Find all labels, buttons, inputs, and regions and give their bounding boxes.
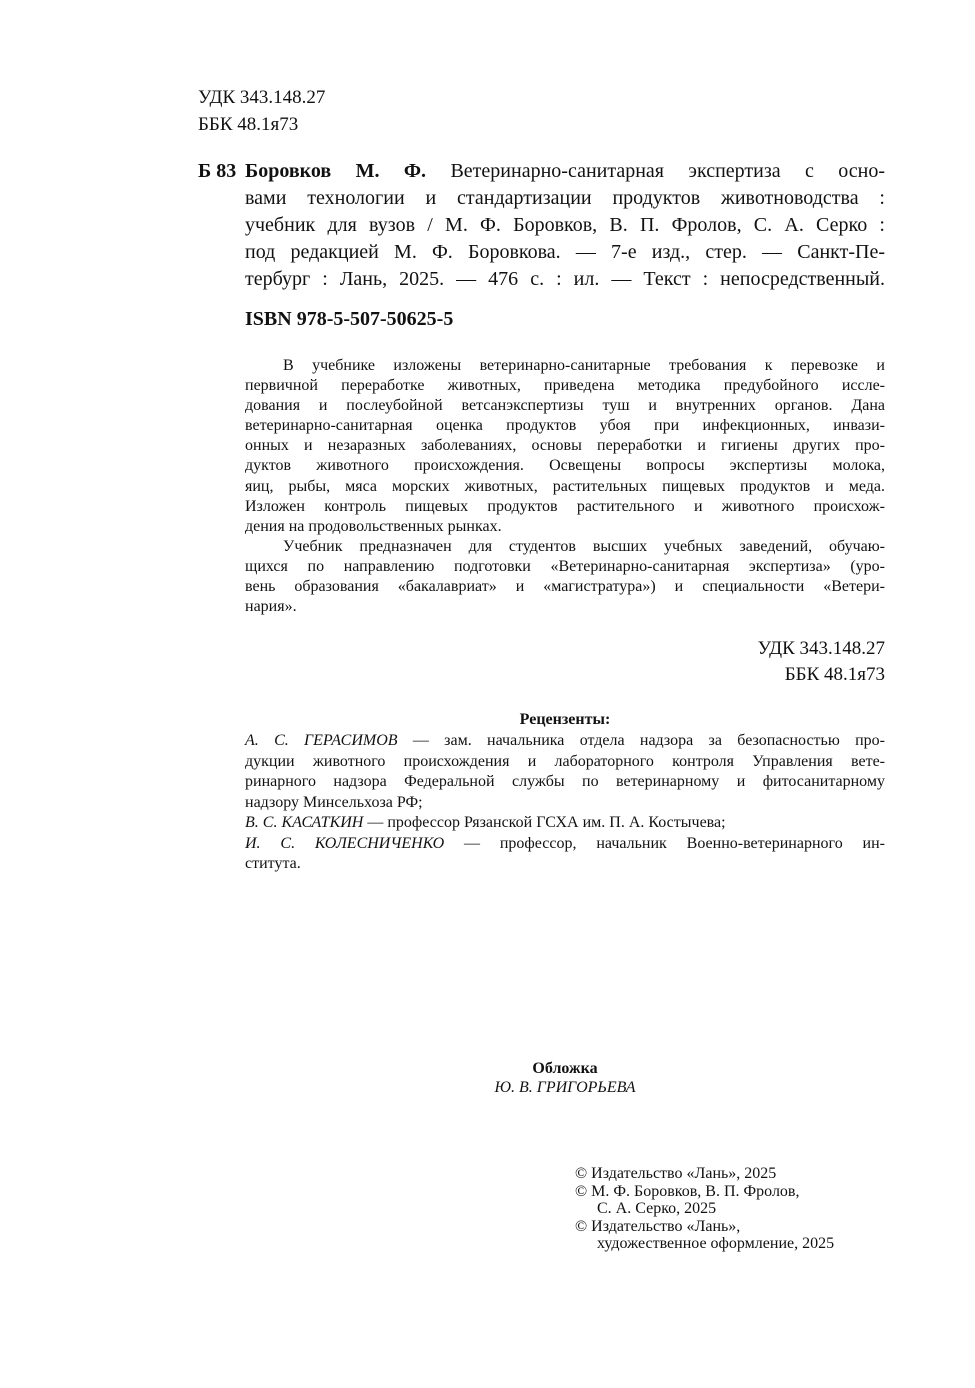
reviewer-name: В. С. КАСАТКИН — [245, 814, 364, 831]
annotation-line: Учебник предназначен для студентов высших учебных заведений, обучаю- — [283, 537, 885, 555]
biblio-line: под редакцией М. Ф. Боровкова. — 7-е изд., стер. — Санкт-Пе- — [245, 241, 885, 263]
reviewer-line: И. С. КОЛЕСНИЧЕНКО — профессор, начальник Военно-ветеринарного ин- — [245, 834, 886, 852]
annotation-line: дуктов животного происхождения. Освещены вопросы экспертизы молока, — [245, 457, 885, 475]
biblio-line: Боровков М. Ф. Ветеринарно-санитарная экспертиза с осно- — [245, 160, 886, 182]
udk-code: УДК 343.148.27 — [757, 638, 885, 659]
copyright-block — [575, 1165, 895, 1253]
cover-credit — [245, 1059, 885, 1097]
reviewer-name: А. С. ГЕРАСИМОВ — [245, 732, 398, 749]
biblio-line: вами технологии и стандартизации продуктов животноводства : — [245, 187, 885, 209]
reviewer-line: А. С. ГЕРАСИМОВ — зам. начальника отдела надзора за безопасностью про- — [245, 732, 885, 749]
reviewers-title: Рецензенты: — [519, 711, 611, 728]
annotation-line: вень образования «бакалавриат» и «магистратура») и специальности «Ветери- — [245, 578, 885, 596]
udk-code: УДК 343.148.27 — [198, 87, 326, 108]
classification-codes-top — [198, 84, 325, 138]
biblio-line: тербург : Лань, 2025. — 476 с. : ил. — Текст : непосредственный. — [245, 268, 885, 290]
reviewer-name: И. С. КОЛЕСНИЧЕНКО — [245, 834, 445, 852]
reviewer-line: В. С. КАСАТКИН — профессор Рязанской ГСХА им. П. А. Костычева; — [245, 814, 726, 831]
reviewer-line: дукции животного происхождения и лабораторного контроля Управления вете- — [245, 752, 885, 770]
copyright-line: © М. Ф. Боровков, В. П. Фролов, — [575, 1182, 800, 1200]
bibliographic-record — [245, 158, 885, 293]
reviewer-line: ститута. — [245, 855, 301, 872]
reviewers-list — [245, 731, 885, 875]
annotation-line: Изложен контроль пищевых продуктов растительного и животного происхож- — [245, 497, 885, 515]
annotation — [245, 356, 885, 617]
reviewer-line: надзору Минсельхоза РФ; — [245, 793, 423, 811]
cover-title: Обложка — [532, 1060, 598, 1077]
copyright-line: © Издательство «Лань», — [575, 1217, 741, 1235]
annotation-line: щихся по направлению подготовки «Ветеринарно-санитарная экспертиза» (уро- — [245, 557, 885, 575]
copyright-line: © Издательство «Лань», 2025 — [575, 1165, 777, 1182]
author-name: Боровков М. Ф. — [245, 160, 427, 182]
classification-codes-right — [600, 636, 885, 688]
cover-designer: Ю. В. ГРИГОРЬЕВА — [494, 1079, 636, 1096]
annotation-line: онных и незаразных заболеваниях, основы переработки и гигиены других про- — [245, 437, 885, 455]
bbk-code: ББК 48.1я73 — [784, 664, 885, 685]
annotation-line: яиц, рыбы, мяса морских животных, растительных пищевых продуктов и меда. — [245, 477, 885, 495]
copyright-line: С. А. Серко, 2025 — [597, 1200, 717, 1217]
annotation-line: ветеринарно-санитарная оценка продуктов убоя при инфекционных, инвази- — [245, 417, 885, 435]
annotation-line: В учебнике изложены ветеринарно-санитарные требования к перевозке и — [283, 357, 885, 374]
annotation-line: нария». — [245, 598, 297, 616]
biblio-line: учебник для вузов / М. Ф. Боровков, В. П. Фролов, С. А. Серко : — [245, 214, 885, 236]
annotation-line: дения на продовольственных рынках. — [245, 517, 502, 535]
bbk-code: ББК 48.1я73 — [198, 114, 299, 135]
reviewer-line: ринарного надзора Федеральной службы по ветеринарному и фитосанитарному — [245, 773, 885, 790]
annotation-line: первичной переработке животных, приведена методика предубойного иссле- — [245, 377, 885, 395]
annotation-line: дования и послеубойной ветсанэкспертизы туш и внутренних органов. Дана — [245, 397, 885, 415]
copyright-line: художественное оформление, 2025 — [597, 1235, 835, 1252]
author-mark: Б 83 — [198, 160, 237, 182]
isbn: ISBN 978-5-507-50625-5 — [245, 308, 454, 330]
